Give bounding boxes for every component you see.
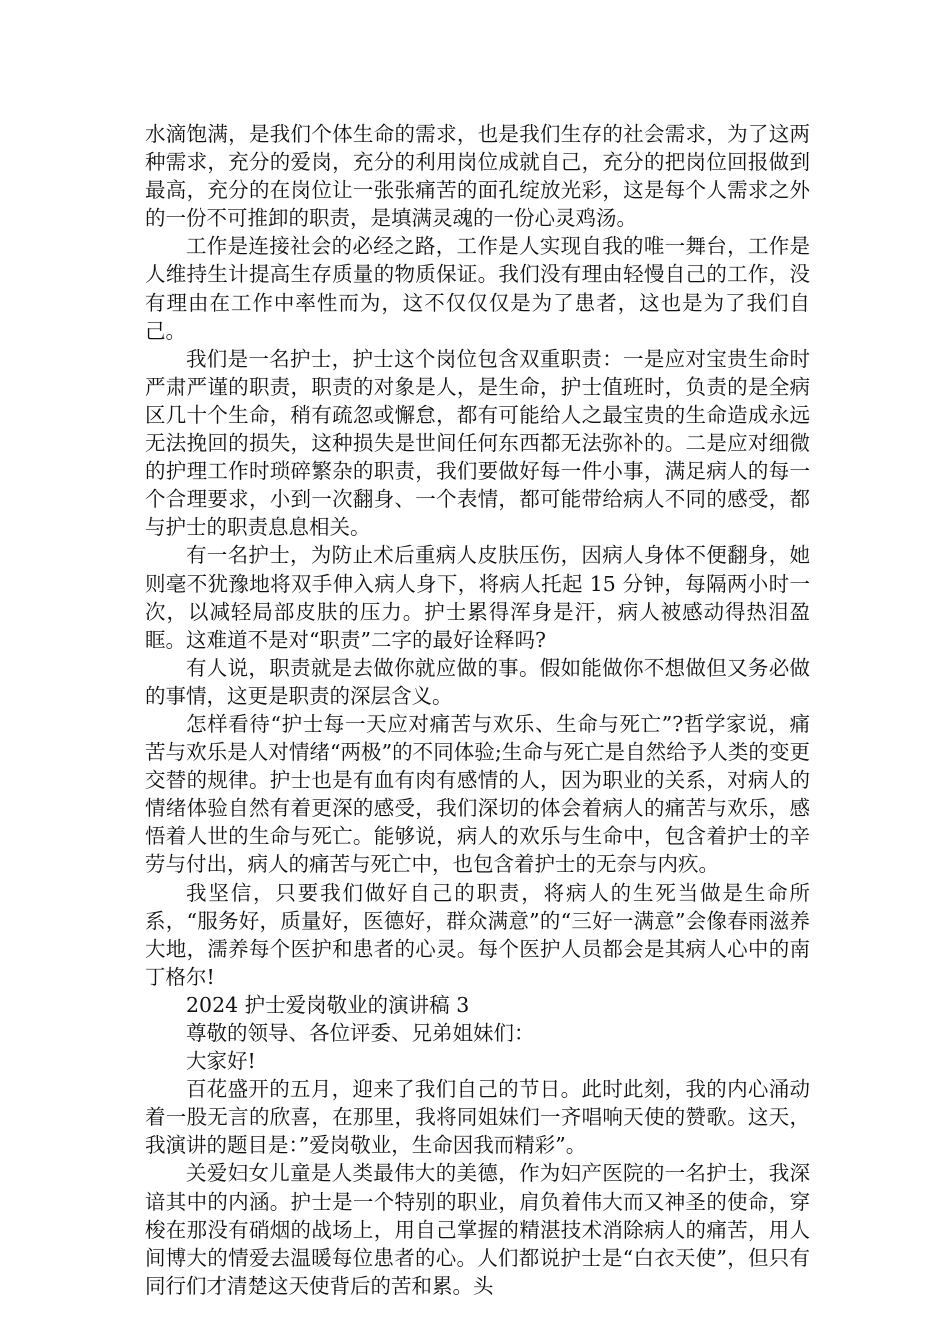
paragraph-8: 百花盛开的五月，迎来了我们自己的节日。此时此刻，我的内心涌动着一股无言的欣喜，在那里，我将同姐妹们一齐唱响天使的赞歌。这天，我演讲的题目是：”爱岗敬业，生命因我而精彩”。 bbox=[145, 1077, 810, 1158]
greeting: 大家好! bbox=[186, 1049, 256, 1074]
paragraph-2: 工作是连接社会的必经之路，工作是人实现自我的唯一舞台，工作是人维持生计提高生存质量的物质保证。我们没有理由轻慢自己的工作，没有理由在工作中率性而为，这不仅仅仅是为了患者，这也是为了我们自己。 bbox=[145, 234, 810, 343]
section-heading: 2024 护士爱岗敬业的演讲稿 3 bbox=[186, 992, 470, 1017]
paragraph-9: 关爱妇女儿童是人类最伟大的美德，作为妇产医院的一名护士，我深谙其中的内涵。护士是一个特别的职业，肩负着伟大而又神圣的使命，穿梭在那没有硝烟的战场上，用自己掌握的精湛技术消除病人的痛苦，用人间博大的情爱去温暖每位患者的心。人们都说护士是“白衣天使”，但只有同行们才清楚这天使背后的苦和累。头 bbox=[145, 1161, 810, 1298]
paragraph-1: 水滴饱满，是我们个体生命的需求，也是我们生存的社会需求，为了这两种需求，充分的爱岗，充分的利用岗位成就自己，充分的把岗位回报做到最高，充分的在岗位让一张张痛苦的面孔绽放光彩，这是每个人需求之外的一份不可推卸的职责，是填满灵魂的一份心灵鸡汤。 bbox=[145, 122, 810, 231]
paragraph-6: 怎样看待“护士每一天应对痛苦与欢乐、生命与死亡”?哲学家说，痛苦与欢乐是人对情绪“两极”的不同体验;生命与死亡是自然给予人类的变更交替的规律。护士也是有血有肉有感情的人，因为职业的关系，对病人的情绪体验自然有着更深的感受，我们深切的体会着病人的痛苦与欢乐，感悟着人世的生命与死亡。能够说，病人的欢乐与生命中，包含着护士的辛劳与付出，病人的痛苦与死亡中，也包含着护士的无奈与内疚。 bbox=[145, 711, 810, 877]
salutation: 尊敬的领导、各位评委、兄弟姐妹们： bbox=[186, 1021, 535, 1045]
paragraph-7: 我坚信，只要我们做好自己的职责，将病人的生死当做是生命所系，“服务好，质量好，医德好，群众满意”的“三好一满意”会像春雨滋养大地，濡养每个医护和患者的心灵。每个医护人员都会是其病人心中的南丁格尔! bbox=[145, 880, 810, 989]
document-page bbox=[145, 120, 810, 1300]
paragraph-3: 我们是一名护士，护士这个岗位包含双重职责：一是应对宝贵生命时严肃严谨的职责，职责的对象是人，是生命，护士值班时，负责的是全病区几十个生命，稍有疏忽或懈怠，都有可能给人之最宝贵的生命造成永远无法挽回的损失，这种损失是世间任何东西都无法弥补的。二是应对细微的护理工作时琐碎繁杂的职责，我们要做好每一件小事，满足病人的每一个合理要求，小到一次翻身、一个表情，都可能带给病人不同的感受，都与护士的职责息息相关。 bbox=[145, 346, 810, 540]
paragraph-5: 有人说，职责就是去做你就应做的事。假如能做你不想做但又务必做的事情，这更是职责的深层含义。 bbox=[145, 655, 810, 708]
paragraph-4: 有一名护士，为防止术后重病人皮肤压伤，因病人身体不便翻身，她则毫不犹豫地将双手伸入病人身下，将病人托起 15 分钟，每隔两小时一次，以减轻局部皮肤的压力。护士累得浑身是汗，病人被感动得热泪盈眶。这难道不是对“职责”二字的最好诠释吗? bbox=[145, 543, 810, 652]
